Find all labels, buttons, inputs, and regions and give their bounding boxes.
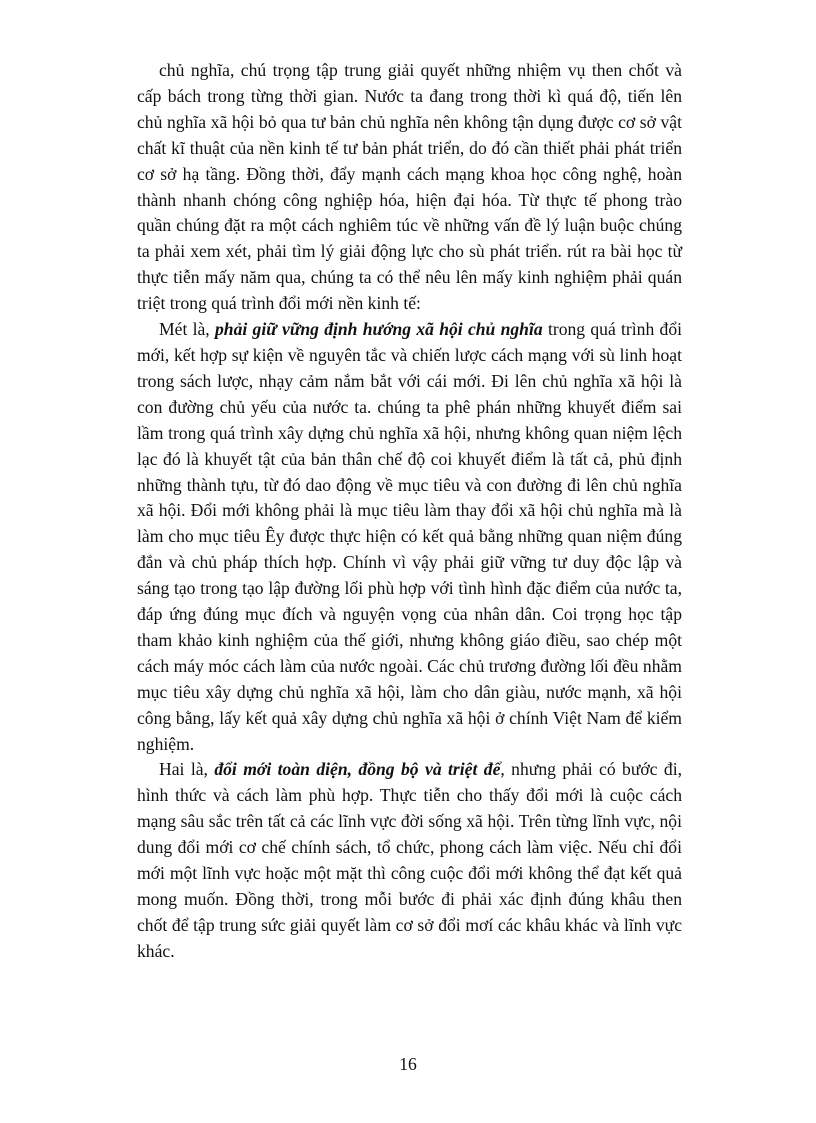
page-number: 16	[399, 1054, 417, 1074]
paragraph-lead: Mét là,	[159, 319, 215, 340]
paragraph-continuation: chủ nghĩa, chú trọng tập trung giải quyết những nhiệm vụ then chốt và cấp bách trong từng thời gian. Nước ta đang trong thời kì quá độ, tiến lên chủ nghĩa xã hội bỏ qua tư bản chủ nghĩa nên không tận dụng được cơ sở vật chất kĩ thuật của nền kinh tế tư bản phát triển, do đó cần thiết phải phát triển cơ sở hạ tầng. Đồng thời, đẩy mạnh cách mạng khoa học công nghệ, hoàn thành nhanh chóng công nghiệp hóa, hiện đại hóa. Từ thực tế phong trào quần chúng đặt ra một cách nghiêm túc về những vấn đề lý luận buộc chúng ta phải xem xét, phải tìm lý giải động lực cho sù phát triển. rút ra bài học từ thực tiễn mấy năm qua, chúng ta có thể nêu lên mấy kinh nghiệm phải quán triệt trong quá trình đổi mới nền kinh tế:	[137, 60, 682, 314]
paragraph-point-two	[137, 757, 682, 964]
emphasis-text: phải giữ vững định hướng xã hội chủ nghĩa	[214, 319, 543, 340]
paragraph-lead: Hai là,	[159, 759, 215, 780]
paragraph-body: , nhưng phải có bước đi, hình thức và cách làm phù hợp. Thực tiễn cho thấy đổi mới là cuộc cách mạng sâu sắc trên tất cả các lĩnh vực đời sống xã hội. Trên từng lĩnh vực, nội dung đổi mới cơ chế chính sách, tổ chức, phong cách làm việc. Nếu chỉ đổi mới một lĩnh vực hoặc một mặt thì công cuộc đổi mới không thể đạt kết quả mong muốn. Đồng thời, trong mỗi bước đi phải xác định đúng khâu then chốt để tập trung sức giải quyết làm cơ sở đổi mơí các khâu khác và lĩnh vực khác.	[137, 759, 682, 961]
paragraph-body: trong quá trình đổi mới, kết hợp sự kiện về nguyên tắc và chiến lược cách mạng với sù linh hoạt trong sách lược, nhạy cảm nắm bắt với cái mới. Đi lên chủ nghĩa xã hội là con đường chủ yếu của nước ta. chúng ta phê phán những khuyết điểm sai lầm trong quá trình xây dựng chủ nghĩa xã hội, nhưng không quan niệm lệch lạc đó là khuyết tật của bản thân chế độ coi khuyết điểm là tất cả, phủ định những thành tựu, từ đó dao động về mục tiêu và con đường đi lên chủ nghĩa xã hội. Đổi mới không phải là mục tiêu làm thay đổi xã hội chủ nghĩa mà là làm cho mục tiêu Êy được thực hiện có kết quả bằng những quan niệm đúng đắn và chủ pháp thích hợp. Chính vì vậy phải giữ vững tư duy độc lập và sáng tạo trong tạo lập đường lối phù hợp với tình hình đặc điểm của nước ta, đáp ứng đúng mục đích và nguyện vọng của nhân dân. Coi trọng học tập tham khảo kinh nghiệm của thế giới, nhưng không giáo điều, sao chép một cách máy móc cách làm của nước ngoài. Các chủ trương đường lối đều nhằm mục tiêu xây dựng chủ nghĩa xã hội, làm cho dân giàu, nước mạnh, xã hội công bằng, lấy kết quả xây dựng chủ nghĩa xã hội ở chính Việt Nam để kiểm nghiệm.	[137, 319, 682, 754]
paragraph-point-one	[137, 317, 682, 757]
body-text	[137, 58, 682, 965]
emphasis-text: đổi mới toàn diện, đồng bộ và triệt để	[214, 759, 501, 780]
